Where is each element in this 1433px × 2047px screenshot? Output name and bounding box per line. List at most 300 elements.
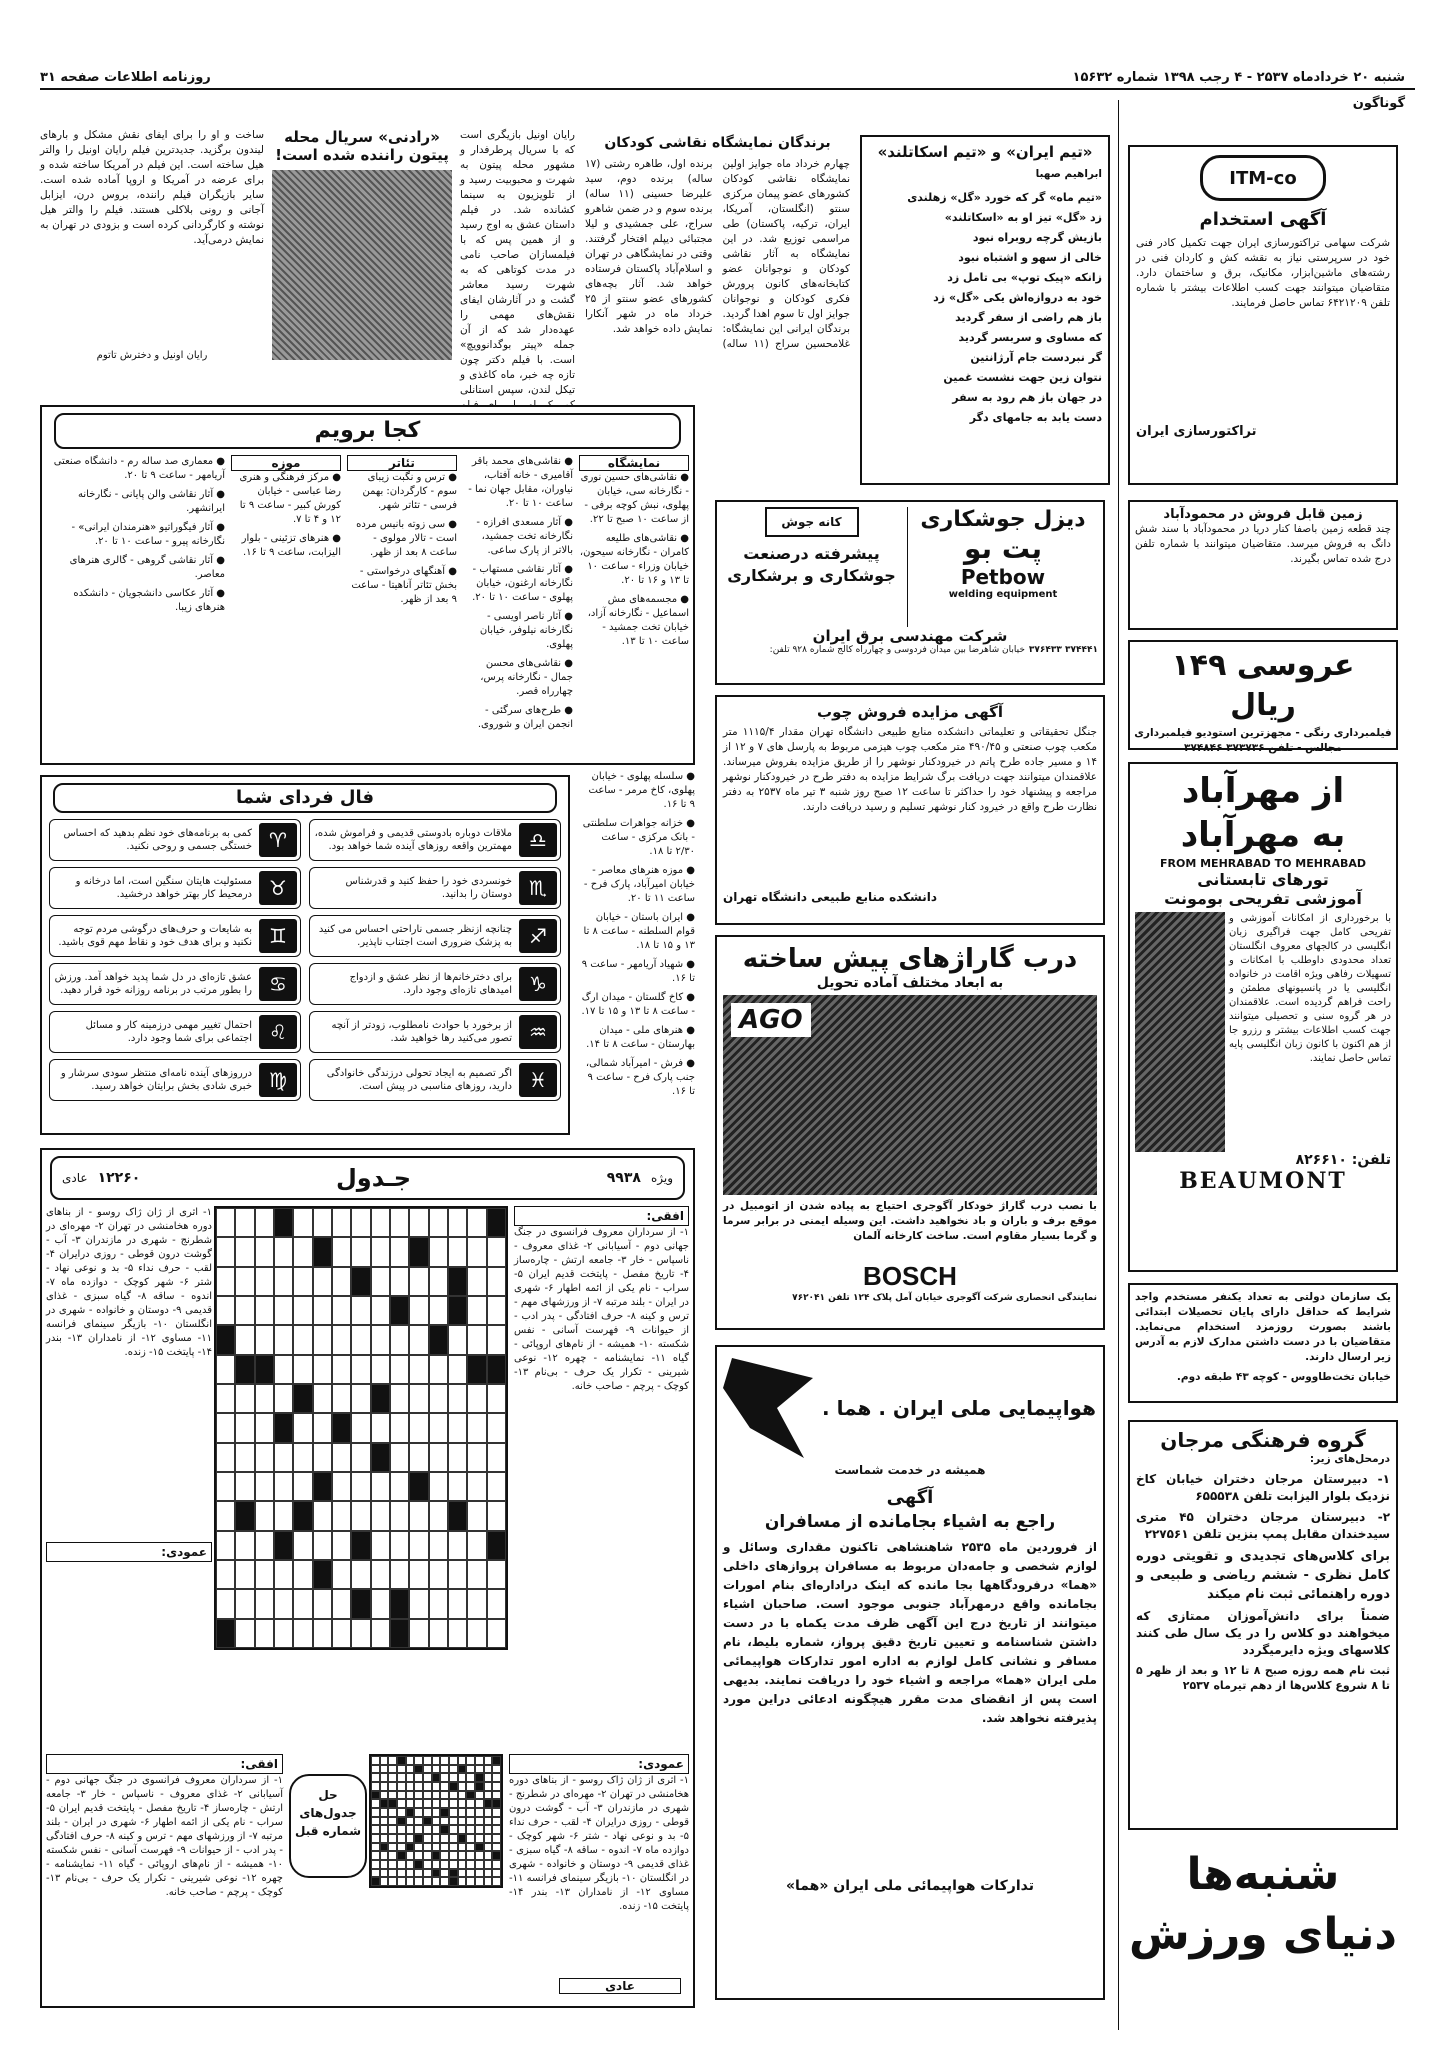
crossword-cell[interactable] bbox=[487, 1443, 506, 1472]
crossword-cell[interactable] bbox=[467, 1355, 486, 1384]
crossword-cell[interactable] bbox=[332, 1267, 351, 1296]
crossword-cell[interactable] bbox=[293, 1296, 312, 1325]
afghi-label-2: افقی: bbox=[46, 1754, 283, 1774]
crossword-cell[interactable] bbox=[487, 1384, 506, 1413]
crossword-cell[interactable] bbox=[390, 1208, 409, 1237]
crossword-cell[interactable] bbox=[467, 1267, 486, 1296]
crossword-cell[interactable] bbox=[467, 1384, 486, 1413]
crossword-cell bbox=[449, 1825, 458, 1834]
crossword-cell[interactable] bbox=[467, 1531, 486, 1560]
crossword-cell[interactable] bbox=[448, 1560, 467, 1589]
crossword-cell[interactable] bbox=[332, 1443, 351, 1472]
crossword-cell bbox=[475, 1773, 484, 1782]
crossword-cell[interactable] bbox=[467, 1560, 486, 1589]
crossword-cell bbox=[414, 1877, 423, 1886]
crossword-cell[interactable] bbox=[274, 1413, 293, 1442]
crossword-cell[interactable] bbox=[216, 1589, 235, 1618]
crossword-cell[interactable] bbox=[448, 1384, 467, 1413]
crossword-cell[interactable] bbox=[467, 1325, 486, 1354]
crossword-cell[interactable] bbox=[390, 1237, 409, 1266]
crossword-cell[interactable] bbox=[448, 1443, 467, 1472]
crossword-cell[interactable] bbox=[390, 1619, 409, 1648]
crossword-cell[interactable] bbox=[371, 1384, 390, 1413]
crossword-cell[interactable] bbox=[429, 1413, 448, 1442]
crossword-cell[interactable] bbox=[332, 1472, 351, 1501]
crossword-cell[interactable] bbox=[409, 1443, 428, 1472]
crossword-cell[interactable] bbox=[313, 1501, 332, 1530]
crossword-cell bbox=[492, 1765, 501, 1774]
homa-body: از فروردین ماه ۲۵۳۵ شاهنشاهی تاکنون مقداری وسائل و لوازم شخصی و جامه‌دان مربوط به مسافران پروازهای داخلی «هما» درفرودگاهها بجا مانده که اینک دراداره‌ای بنام امورات بجامانده واقع درمهرآباد جنوبی موجود است. صاحبان اشیاء میتوانند از تاریخ درج این آگهی ظرف مدت یکماه با در دست داشتن شناسنامه و تعیین تاریخ دقیق پرواز، شماره بلیط، نام مسافر و نشانی کامل لوازم به اداره امور تدارکات هواپیمائی ملی ایران «هما» مراجعه و اشیاء خود را دریافت نمایند. بدیهی است پس از انقضای مدت مقرر هیچگونه ادعائی دراین مورد پذیرفته نخواهد شد. bbox=[723, 1540, 1097, 1725]
crossword-cell[interactable] bbox=[351, 1325, 370, 1354]
jadval-label-right: ویژه bbox=[650, 1171, 673, 1185]
crossword-cell[interactable] bbox=[351, 1208, 370, 1237]
crossword-cell[interactable] bbox=[293, 1413, 312, 1442]
crossword-cell[interactable] bbox=[274, 1296, 293, 1325]
crossword-cell[interactable] bbox=[409, 1531, 428, 1560]
crossword-cell[interactable] bbox=[274, 1325, 293, 1354]
crossword-cell[interactable] bbox=[429, 1531, 448, 1560]
crossword-cell[interactable] bbox=[255, 1325, 274, 1354]
crossword-cell[interactable] bbox=[274, 1531, 293, 1560]
crossword-cell[interactable] bbox=[332, 1296, 351, 1325]
crossword-cell[interactable] bbox=[429, 1443, 448, 1472]
crossword-cell bbox=[475, 1808, 484, 1817]
crossword-cell[interactable] bbox=[351, 1267, 370, 1296]
crossword-cell[interactable] bbox=[255, 1531, 274, 1560]
crossword-cell[interactable] bbox=[216, 1560, 235, 1589]
crossword-cell[interactable] bbox=[371, 1208, 390, 1237]
crossword-cell bbox=[475, 1825, 484, 1834]
crossword-cell[interactable] bbox=[351, 1237, 370, 1266]
crossword-cell[interactable] bbox=[293, 1501, 312, 1530]
crossword-cell[interactable] bbox=[332, 1589, 351, 1618]
crossword-cell bbox=[397, 1756, 406, 1765]
crossword-cell bbox=[371, 1860, 380, 1869]
crossword-cell[interactable] bbox=[390, 1531, 409, 1560]
crossword-cell[interactable] bbox=[409, 1355, 428, 1384]
crossword-cell[interactable] bbox=[293, 1267, 312, 1296]
crossword-cell[interactable] bbox=[371, 1267, 390, 1296]
crossword-cell[interactable] bbox=[293, 1443, 312, 1472]
crossword-cell[interactable] bbox=[216, 1472, 235, 1501]
crossword-cell[interactable] bbox=[293, 1355, 312, 1384]
crossword-cell[interactable] bbox=[390, 1560, 409, 1589]
crossword-cell[interactable] bbox=[371, 1501, 390, 1530]
crossword-cell[interactable] bbox=[293, 1208, 312, 1237]
crossword-cell[interactable] bbox=[235, 1531, 254, 1560]
crossword-cell[interactable] bbox=[293, 1589, 312, 1618]
fal-row bbox=[309, 867, 561, 909]
crossword-cell[interactable] bbox=[487, 1531, 506, 1560]
crossword-cell[interactable] bbox=[332, 1237, 351, 1266]
crossword-cell[interactable] bbox=[351, 1472, 370, 1501]
crossword-cell[interactable] bbox=[371, 1589, 390, 1618]
crossword-cell[interactable] bbox=[274, 1384, 293, 1413]
crossword-cell[interactable] bbox=[216, 1413, 235, 1442]
crossword-cell[interactable] bbox=[371, 1237, 390, 1266]
crossword-cell[interactable] bbox=[235, 1443, 254, 1472]
crossword-cell[interactable] bbox=[216, 1296, 235, 1325]
fal-row bbox=[309, 1011, 561, 1053]
crossword-cell bbox=[432, 1782, 441, 1791]
crossword-cell[interactable] bbox=[351, 1413, 370, 1442]
crossword-cell[interactable] bbox=[235, 1384, 254, 1413]
crossword-cell[interactable] bbox=[448, 1325, 467, 1354]
crossword-cell[interactable] bbox=[235, 1560, 254, 1589]
crossword-cell[interactable] bbox=[467, 1619, 486, 1648]
crossword-cell[interactable] bbox=[409, 1472, 428, 1501]
crossword-cell[interactable] bbox=[448, 1531, 467, 1560]
crossword-cell[interactable] bbox=[313, 1325, 332, 1354]
crossword-cell[interactable] bbox=[216, 1501, 235, 1530]
crossword-cell[interactable] bbox=[313, 1384, 332, 1413]
crossword-cell[interactable] bbox=[390, 1355, 409, 1384]
crossword-cell[interactable] bbox=[467, 1208, 486, 1237]
crossword-cell bbox=[423, 1799, 432, 1808]
crossword-cell[interactable] bbox=[448, 1208, 467, 1237]
crossword-cell[interactable] bbox=[351, 1531, 370, 1560]
crossword-cell[interactable] bbox=[429, 1589, 448, 1618]
crossword-cell[interactable] bbox=[235, 1619, 254, 1648]
kojabrim-item: ● ایران باستان - خیابان قوام السلطنه - ساعت ۸ تا ۱۳ و ۱۵ تا ۱۸. bbox=[583, 912, 695, 951]
crossword-cell[interactable] bbox=[332, 1325, 351, 1354]
fal-text: اگر تصمیم به ایجاد تحولی درزندگی خانوادگی دارید، روزهای مناسبی در پیش است. bbox=[326, 1068, 512, 1092]
crossword-cell[interactable] bbox=[313, 1443, 332, 1472]
crossword-cell[interactable] bbox=[293, 1531, 312, 1560]
crossword-cell[interactable] bbox=[487, 1501, 506, 1530]
poem-lines bbox=[868, 188, 1102, 428]
crossword-cell[interactable] bbox=[467, 1472, 486, 1501]
crossword-cell bbox=[484, 1808, 493, 1817]
crossword-cell[interactable] bbox=[216, 1619, 235, 1648]
crossword-cell[interactable] bbox=[448, 1296, 467, 1325]
crossword-cell[interactable] bbox=[255, 1443, 274, 1472]
crossword-cell[interactable] bbox=[313, 1619, 332, 1648]
crossword-cell[interactable] bbox=[274, 1267, 293, 1296]
crossword-cell[interactable] bbox=[332, 1208, 351, 1237]
crossword-cell[interactable] bbox=[390, 1296, 409, 1325]
crossword-cell[interactable] bbox=[351, 1501, 370, 1530]
crossword-cell[interactable] bbox=[255, 1384, 274, 1413]
crossword-cell[interactable] bbox=[409, 1267, 428, 1296]
crossword-cell bbox=[414, 1799, 423, 1808]
crossword-cell[interactable] bbox=[371, 1355, 390, 1384]
crossword-cell bbox=[423, 1869, 432, 1878]
crossword-cell[interactable] bbox=[313, 1589, 332, 1618]
crossword-cell[interactable] bbox=[429, 1472, 448, 1501]
crossword-cell bbox=[406, 1860, 415, 1869]
crossword-cell[interactable] bbox=[235, 1267, 254, 1296]
crossword-cell bbox=[449, 1756, 458, 1765]
crossword-cell[interactable] bbox=[429, 1355, 448, 1384]
crossword-cell[interactable] bbox=[429, 1384, 448, 1413]
crossword-cell[interactable] bbox=[487, 1413, 506, 1442]
poem-line: زانکه «پیک توپ» بی تامل زد bbox=[947, 271, 1102, 284]
crossword-cell bbox=[380, 1834, 389, 1843]
crossword-cell[interactable] bbox=[274, 1443, 293, 1472]
crossword-grid[interactable] bbox=[214, 1206, 508, 1650]
crossword-cell[interactable] bbox=[448, 1619, 467, 1648]
crossword-cell[interactable] bbox=[293, 1384, 312, 1413]
crossword-cell[interactable] bbox=[313, 1560, 332, 1589]
crossword-cell[interactable] bbox=[313, 1355, 332, 1384]
crossword-cell[interactable] bbox=[409, 1413, 428, 1442]
fal-row bbox=[309, 915, 561, 957]
wedding-title: عروسی ۱۴۹ ریال bbox=[1171, 648, 1355, 723]
column-divider bbox=[1118, 100, 1119, 2030]
crossword-cell[interactable] bbox=[235, 1296, 254, 1325]
crossword-cell[interactable] bbox=[487, 1267, 506, 1296]
crossword-cell[interactable] bbox=[274, 1208, 293, 1237]
crossword-cell[interactable] bbox=[274, 1619, 293, 1648]
crossword-cell[interactable] bbox=[313, 1413, 332, 1442]
crossword-cell[interactable] bbox=[332, 1355, 351, 1384]
crossword-cell[interactable] bbox=[371, 1472, 390, 1501]
crossword-cell[interactable] bbox=[216, 1531, 235, 1560]
crossword-cell[interactable] bbox=[274, 1355, 293, 1384]
crossword-cell[interactable] bbox=[390, 1472, 409, 1501]
crossword-cell[interactable] bbox=[313, 1531, 332, 1560]
crossword-cell[interactable] bbox=[487, 1325, 506, 1354]
crossword-cell[interactable] bbox=[313, 1237, 332, 1266]
crossword-cell[interactable] bbox=[467, 1589, 486, 1618]
fal-text: برای دخترخانم‌ها از نظر عشق و ازدواج امیدهای تازه‌ای وجود دارد. bbox=[349, 972, 512, 996]
crossword-cell[interactable] bbox=[313, 1296, 332, 1325]
crossword-cell[interactable] bbox=[487, 1208, 506, 1237]
crossword-cell bbox=[414, 1765, 423, 1774]
crossword-cell[interactable] bbox=[448, 1413, 467, 1442]
crossword-cell[interactable] bbox=[429, 1237, 448, 1266]
crossword-cell bbox=[414, 1851, 423, 1860]
crossword-cell[interactable] bbox=[467, 1296, 486, 1325]
crossword-cell[interactable] bbox=[293, 1325, 312, 1354]
crossword-cell[interactable] bbox=[448, 1472, 467, 1501]
crossword-cell[interactable] bbox=[332, 1619, 351, 1648]
crossword-cell[interactable] bbox=[487, 1560, 506, 1589]
crossword-cell[interactable] bbox=[235, 1413, 254, 1442]
crossword-cell bbox=[423, 1843, 432, 1852]
crossword-cell[interactable] bbox=[467, 1413, 486, 1442]
crossword-cell[interactable] bbox=[371, 1443, 390, 1472]
zodiac-icon: ♈ bbox=[259, 823, 297, 857]
crossword-cell[interactable] bbox=[274, 1589, 293, 1618]
crossword-cell[interactable] bbox=[235, 1589, 254, 1618]
crossword-cell[interactable] bbox=[409, 1501, 428, 1530]
crossword-cell[interactable] bbox=[390, 1413, 409, 1442]
crossword-cell[interactable] bbox=[293, 1472, 312, 1501]
crossword-cell[interactable] bbox=[487, 1296, 506, 1325]
crossword-cell[interactable] bbox=[216, 1208, 235, 1237]
crossword-cell[interactable] bbox=[255, 1589, 274, 1618]
amudi-label-2: عمودی: bbox=[509, 1754, 689, 1774]
crossword-cell[interactable] bbox=[409, 1384, 428, 1413]
crossword-cell[interactable] bbox=[332, 1560, 351, 1589]
auction-body: جنگل تحقیقاتی و تعلیماتی دانشکده منابع طبیعی دانشگاه تهران مقدار ۱۱۱۵/۴ متر مکعب چوب صنعتی و ۴۹۰/۴۵ متر مکعب چوب هیزمی مربوط به پارسل های ۷ و ۱۲ از ۱۴ و مسیر جاده طرح پاتم در خیرودکنار نوشهر را از طریق مزایده بفروش میرساند. علاقمندان میتوانند جهت دریافت برگ شرایط مزایده به دفتر طرح در خیرودکنار نوشهر مراجعه و پیشنهاد خود را حداکثر تا ساعت ۱۲ صبح روز شنبه ۳ تیر ماه ۲۵۳۷ به دفتر نظارت طرح واقع در خیرود کنار نوشهر تسلیم و رسید دریافت دارند. bbox=[723, 726, 1097, 813]
crossword-cell[interactable] bbox=[293, 1619, 312, 1648]
kojabrim-item: ● نقاشی‌های محسن جمال - نگارخانه پرس، چهارراه قصر. bbox=[480, 658, 573, 697]
crossword-cell[interactable] bbox=[487, 1589, 506, 1618]
crossword-cell[interactable] bbox=[390, 1325, 409, 1354]
crossword-cell[interactable] bbox=[255, 1208, 274, 1237]
crossword-cell[interactable] bbox=[371, 1619, 390, 1648]
jadval-number-left: ۱۲۲۶۰ bbox=[97, 1170, 141, 1186]
crossword-cell bbox=[432, 1877, 441, 1886]
crossword-cell[interactable] bbox=[255, 1560, 274, 1589]
crossword-cell[interactable] bbox=[216, 1237, 235, 1266]
crossword-cell[interactable] bbox=[487, 1355, 506, 1384]
sport-line-2: دنیای ورزش bbox=[1129, 1909, 1397, 1960]
crossword-cell bbox=[397, 1791, 406, 1800]
crossword-cell[interactable] bbox=[235, 1325, 254, 1354]
crossword-cell[interactable] bbox=[467, 1443, 486, 1472]
kojabrim-col-4 bbox=[231, 471, 341, 751]
crossword-cell[interactable] bbox=[429, 1325, 448, 1354]
crossword-cell[interactable] bbox=[293, 1560, 312, 1589]
crossword-cell[interactable] bbox=[235, 1472, 254, 1501]
crossword-cell[interactable] bbox=[371, 1560, 390, 1589]
crossword-cell bbox=[458, 1791, 467, 1800]
crossword-cell[interactable] bbox=[351, 1443, 370, 1472]
crossword-cell[interactable] bbox=[216, 1267, 235, 1296]
crossword-cell[interactable] bbox=[371, 1413, 390, 1442]
crossword-cell[interactable] bbox=[216, 1325, 235, 1354]
crossword-cell[interactable] bbox=[274, 1472, 293, 1501]
crossword-cell bbox=[475, 1869, 484, 1878]
crossword-cell[interactable] bbox=[467, 1237, 486, 1266]
crossword-cell[interactable] bbox=[371, 1325, 390, 1354]
crossword-cell[interactable] bbox=[390, 1267, 409, 1296]
jadval-section bbox=[40, 1148, 695, 2008]
solution-grid bbox=[369, 1754, 503, 1888]
crossword-cell bbox=[380, 1756, 389, 1765]
radni-photo bbox=[272, 170, 452, 360]
homa-bird-icon bbox=[723, 1358, 813, 1458]
fal-text: عشق تازه‌ای در دل شما پدید خواهد آمد. ورزش را بطور مرتب در برنامه روزانه خود قرار دهید. bbox=[54, 972, 252, 996]
crossword-cell[interactable] bbox=[390, 1443, 409, 1472]
crossword-cell[interactable] bbox=[274, 1501, 293, 1530]
crossword-cell[interactable] bbox=[216, 1355, 235, 1384]
crossword-cell[interactable] bbox=[409, 1237, 428, 1266]
crossword-cell[interactable] bbox=[313, 1267, 332, 1296]
crossword-cell bbox=[440, 1782, 449, 1791]
crossword-cell bbox=[397, 1851, 406, 1860]
crossword-cell[interactable] bbox=[448, 1501, 467, 1530]
crossword-cell[interactable] bbox=[332, 1413, 351, 1442]
poem-line: دست یابد به جامهای دگر bbox=[969, 411, 1102, 424]
crossword-cell[interactable] bbox=[255, 1619, 274, 1648]
crossword-cell[interactable] bbox=[313, 1208, 332, 1237]
crossword-cell[interactable] bbox=[448, 1355, 467, 1384]
crossword-cell[interactable] bbox=[255, 1472, 274, 1501]
crossword-cell[interactable] bbox=[235, 1501, 254, 1530]
crossword-cell[interactable] bbox=[390, 1501, 409, 1530]
crossword-cell bbox=[484, 1860, 493, 1869]
crossword-cell[interactable] bbox=[429, 1296, 448, 1325]
crossword-cell bbox=[432, 1825, 441, 1834]
crossword-cell bbox=[484, 1782, 493, 1791]
crossword-cell[interactable] bbox=[429, 1267, 448, 1296]
crossword-cell[interactable] bbox=[429, 1501, 448, 1530]
crossword-cell bbox=[414, 1808, 423, 1817]
crossword-cell[interactable] bbox=[390, 1384, 409, 1413]
jadval-label-left: عادی bbox=[62, 1171, 88, 1185]
crossword-cell[interactable] bbox=[487, 1619, 506, 1648]
crossword-cell bbox=[380, 1825, 389, 1834]
kojabrim-section bbox=[40, 405, 695, 765]
crossword-cell[interactable] bbox=[448, 1237, 467, 1266]
crossword-cell[interactable] bbox=[235, 1237, 254, 1266]
crossword-cell[interactable] bbox=[332, 1384, 351, 1413]
crossword-cell bbox=[432, 1799, 441, 1808]
crossword-cell[interactable] bbox=[274, 1560, 293, 1589]
crossword-cell[interactable] bbox=[313, 1472, 332, 1501]
crossword-cell[interactable] bbox=[409, 1208, 428, 1237]
crossword-cell[interactable] bbox=[216, 1384, 235, 1413]
crossword-cell[interactable] bbox=[351, 1384, 370, 1413]
crossword-cell[interactable] bbox=[255, 1237, 274, 1266]
crossword-cell[interactable] bbox=[235, 1355, 254, 1384]
crossword-cell[interactable] bbox=[371, 1296, 390, 1325]
sec-theater: تئاتر bbox=[347, 455, 457, 471]
jadval-title: جـدول bbox=[335, 1164, 412, 1192]
crossword-cell[interactable] bbox=[409, 1560, 428, 1589]
crossword-cell[interactable] bbox=[255, 1267, 274, 1296]
crossword-cell[interactable] bbox=[255, 1355, 274, 1384]
crossword-cell[interactable] bbox=[351, 1619, 370, 1648]
crossword-cell[interactable] bbox=[390, 1589, 409, 1618]
crossword-cell bbox=[380, 1860, 389, 1869]
crossword-cell bbox=[423, 1877, 432, 1886]
crossword-cell[interactable] bbox=[255, 1501, 274, 1530]
crossword-cell[interactable] bbox=[332, 1501, 351, 1530]
crossword-cell[interactable] bbox=[293, 1237, 312, 1266]
crossword-cell[interactable] bbox=[409, 1296, 428, 1325]
crossword-cell[interactable] bbox=[255, 1296, 274, 1325]
crossword-cell[interactable] bbox=[448, 1589, 467, 1618]
crossword-cell[interactable] bbox=[235, 1208, 254, 1237]
crossword-cell bbox=[397, 1799, 406, 1808]
fal-text: کمی به برنامه‌های خود نظم بدهید که احساس خستگی جسمی و روحی نکنید. bbox=[63, 828, 252, 852]
crossword-cell bbox=[432, 1860, 441, 1869]
crossword-cell[interactable] bbox=[274, 1237, 293, 1266]
crossword-cell bbox=[484, 1877, 493, 1886]
crossword-cell[interactable] bbox=[216, 1443, 235, 1472]
crossword-cell[interactable] bbox=[429, 1560, 448, 1589]
crossword-cell[interactable] bbox=[332, 1531, 351, 1560]
crossword-cell[interactable] bbox=[371, 1531, 390, 1560]
crossword-cell bbox=[380, 1877, 389, 1886]
crossword-cell[interactable] bbox=[467, 1501, 486, 1530]
crossword-cell[interactable] bbox=[487, 1237, 506, 1266]
crossword-cell[interactable] bbox=[409, 1589, 428, 1618]
crossword-cell bbox=[484, 1765, 493, 1774]
fal-row bbox=[49, 1059, 301, 1101]
crossword-cell[interactable] bbox=[255, 1413, 274, 1442]
crossword-cell[interactable] bbox=[351, 1296, 370, 1325]
crossword-cell[interactable] bbox=[351, 1560, 370, 1589]
crossword-cell[interactable] bbox=[409, 1619, 428, 1648]
crossword-cell[interactable] bbox=[351, 1589, 370, 1618]
crossword-cell[interactable] bbox=[448, 1267, 467, 1296]
crossword-cell[interactable] bbox=[429, 1619, 448, 1648]
kojabrim-item: ● معماری صد ساله رم - دانشگاه صنعتی آریامهر - ساعت ۹ تا ۲۰. bbox=[53, 456, 225, 481]
crossword-cell bbox=[414, 1817, 423, 1826]
crossword-cell[interactable] bbox=[409, 1325, 428, 1354]
crossword-cell bbox=[371, 1782, 380, 1791]
crossword-cell[interactable] bbox=[487, 1472, 506, 1501]
crossword-cell[interactable] bbox=[351, 1355, 370, 1384]
crossword-cell[interactable] bbox=[429, 1208, 448, 1237]
